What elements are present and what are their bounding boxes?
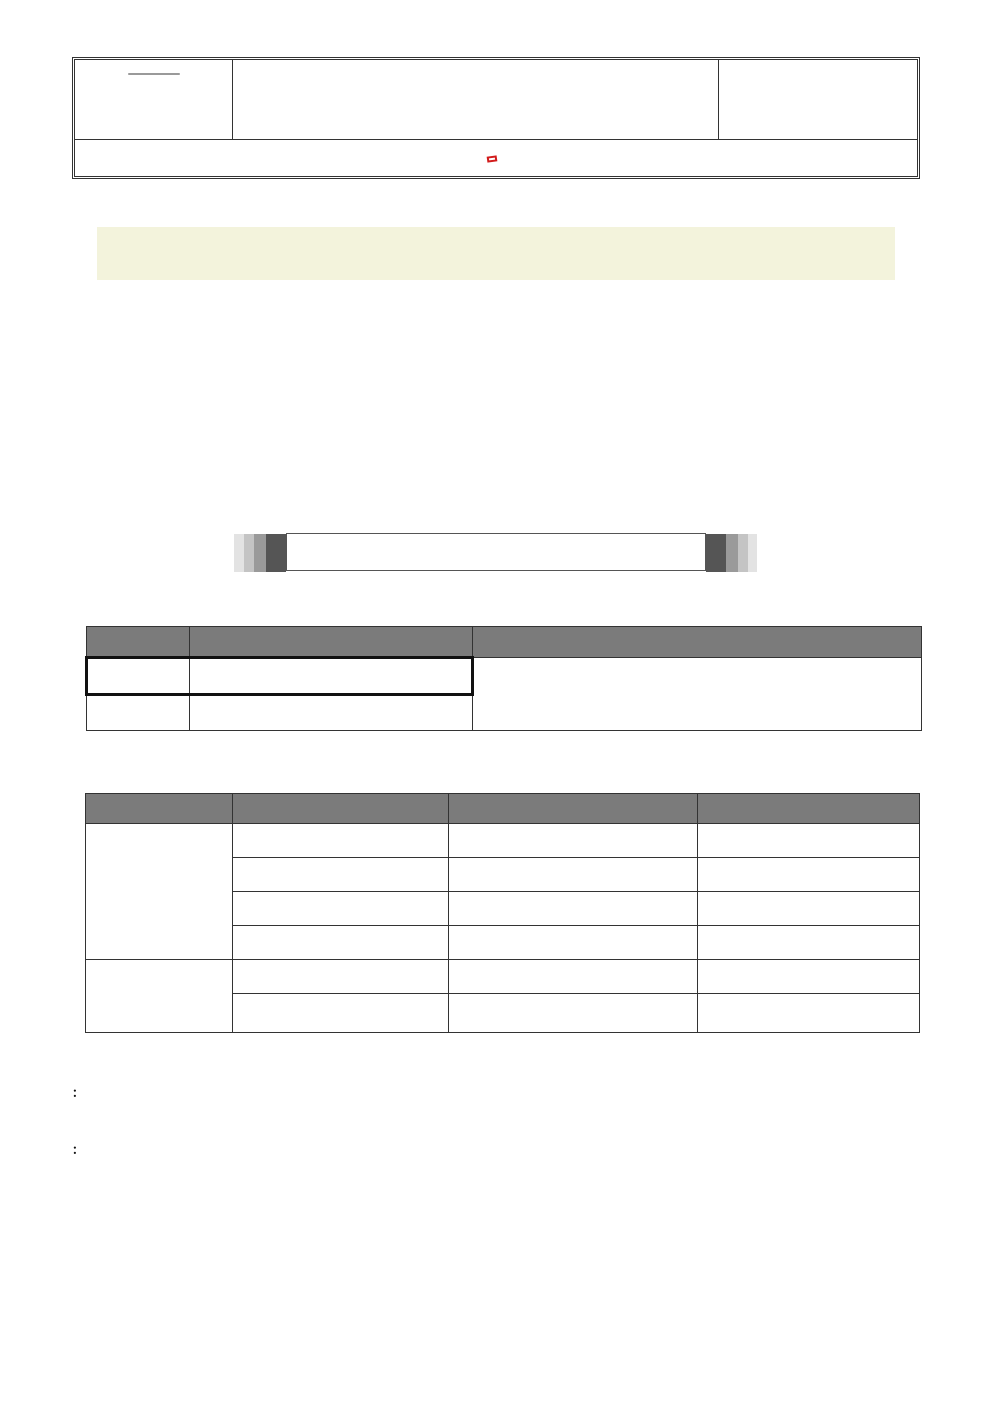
payment-method: : bbox=[72, 1082, 78, 1102]
motto-badge bbox=[128, 73, 180, 75]
fee-basis-cell bbox=[449, 960, 698, 994]
fee-basis-cell bbox=[449, 892, 698, 926]
term-cell bbox=[87, 695, 190, 731]
table-row bbox=[87, 658, 922, 695]
activity-name-cell bbox=[233, 892, 449, 926]
period-cell bbox=[190, 695, 473, 731]
activity-name-cell bbox=[233, 960, 449, 994]
amount-cell bbox=[698, 926, 920, 960]
banner-color-bar-bottom bbox=[97, 280, 895, 288]
term-cell bbox=[87, 658, 190, 695]
material-fee-table bbox=[85, 793, 920, 1033]
table-header bbox=[233, 794, 449, 824]
newsletter-title bbox=[233, 60, 719, 140]
table-header bbox=[87, 627, 190, 658]
remark-cell bbox=[473, 658, 922, 731]
period-cell bbox=[190, 658, 473, 695]
table-row bbox=[86, 960, 920, 994]
amount-cell bbox=[698, 994, 920, 1033]
fee-basis-cell bbox=[449, 858, 698, 892]
group-cell bbox=[86, 824, 233, 960]
payment-period: : bbox=[72, 1139, 78, 1159]
innovation-school-stamp bbox=[487, 155, 498, 162]
activity-period-table bbox=[85, 626, 922, 731]
fee-basis-cell bbox=[449, 824, 698, 858]
title-banner bbox=[97, 221, 895, 288]
amount-cell bbox=[698, 960, 920, 994]
subheading-title bbox=[286, 533, 706, 571]
activity-name-cell bbox=[233, 858, 449, 892]
fee-basis-cell bbox=[449, 994, 698, 1033]
table-header bbox=[473, 627, 922, 658]
activity-name-cell bbox=[233, 824, 449, 858]
newsletter-header bbox=[72, 57, 920, 179]
subheading-box bbox=[234, 533, 757, 573]
department-contact bbox=[719, 60, 917, 140]
table-header bbox=[449, 794, 698, 824]
table-header bbox=[86, 794, 233, 824]
amount-cell bbox=[698, 858, 920, 892]
amount-cell bbox=[698, 824, 920, 858]
fee-basis-cell bbox=[449, 926, 698, 960]
group-cell bbox=[86, 960, 233, 1033]
table-row bbox=[86, 824, 920, 858]
table-header bbox=[698, 794, 920, 824]
document-title bbox=[97, 227, 895, 280]
activity-name-cell bbox=[233, 994, 449, 1033]
slogan-row bbox=[75, 140, 917, 176]
table-header bbox=[190, 627, 473, 658]
activity-name-cell bbox=[233, 926, 449, 960]
amount-cell bbox=[698, 892, 920, 926]
school-motto bbox=[75, 60, 233, 140]
